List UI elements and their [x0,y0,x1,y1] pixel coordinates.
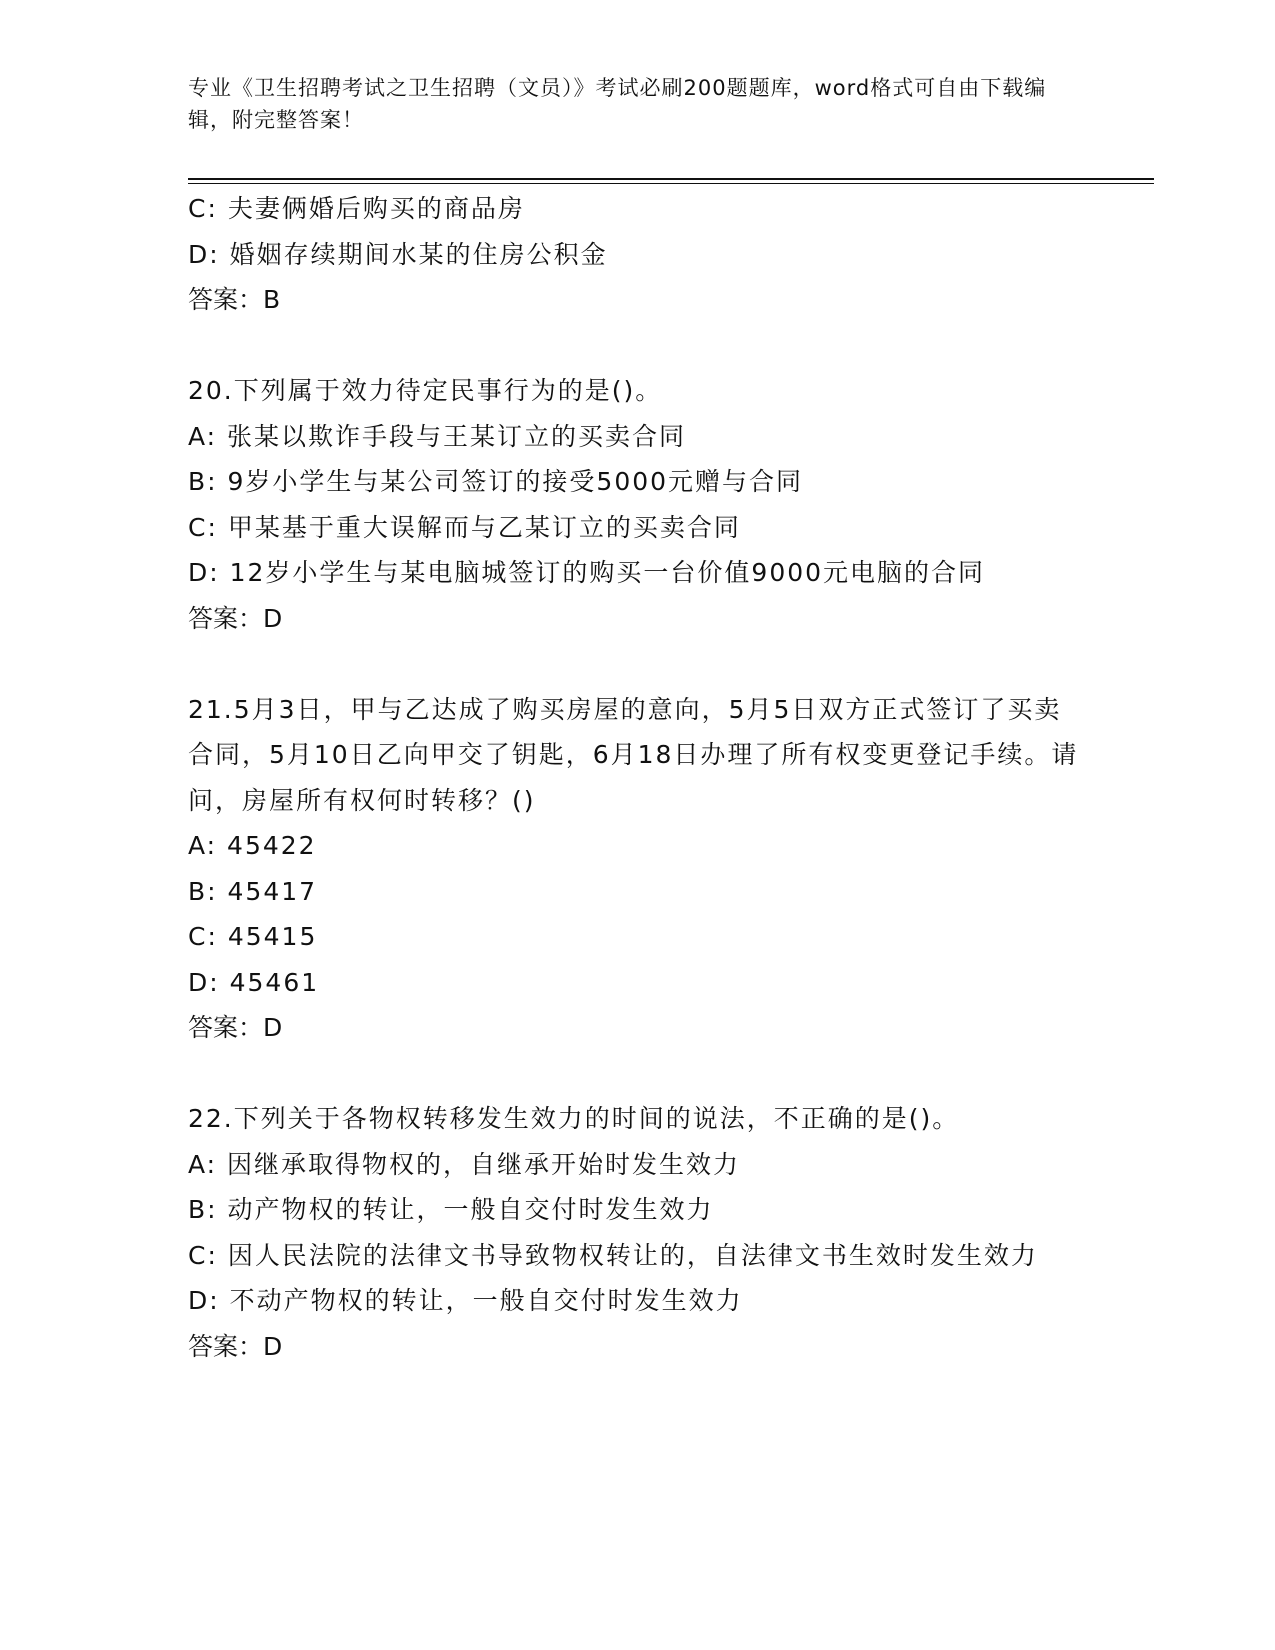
q19-option-d: D: 婚姻存续期间水某的住房公积金 [188,239,608,269]
q21-option-c: C: 45415 [188,922,318,951]
q21-answer: 答案：D [188,1013,283,1042]
q20-option-c: C: 甲某基于重大误解而与乙某订立的买卖合同 [188,512,741,542]
q20-answer: 答案：D [188,603,283,633]
q20-question: 20.下列属于效力待定民事行为的是()。 [188,376,663,405]
q21-option-b: B: 45417 [188,876,318,906]
q20-option-d: D: 12岁小学生与某电脑城签订的购买一台价值9000元电脑的合同 [188,558,986,587]
q21-question: 21.5月3日，甲与乙达成了购买房屋的意向，5月5日双方正式签订了买卖合同，5月10日乙向甲交了钥匙，6月18日办理了所有权变更登记手续。请问，房屋所有权何时转移？() [188,694,1079,815]
q22-option-a: A: 因继承取得物权的，自继承开始时发生效力 [188,1149,741,1179]
spacer [188,323,1088,369]
header-divider-thin [188,183,1154,184]
spacer [188,641,1088,687]
document-header: 专业《卫生招聘考试之卫生招聘（文员）》考试必刷200题题库，word格式可自由下载编辑，附完整答案！ [188,76,1047,132]
spacer [188,1051,1088,1097]
q20-option-a: A: 张某以欺诈手段与王某订立的买卖合同 [188,421,687,451]
q22-option-b: B: 动产物权的转让，一般自交付时发生效力 [188,1195,714,1224]
q22-question: 22.下列关于各物权转移发生效力的时间的说法，不正确的是()。 [188,1104,960,1133]
q22-option-d: D: 不动产物权的转让，一般自交付时发生效力 [188,1286,743,1315]
q19-answer: 答案：B [188,285,281,314]
q22-option-c: C: 因人民法院的法律文书导致物权转让的，自法律文书生效时发生效力 [188,1240,1038,1270]
q21-option-a: A: 45422 [188,831,317,860]
q20-option-b: B: 9岁小学生与某公司签订的接受5000元赠与合同 [188,467,804,496]
header-divider-thick [188,178,1154,180]
q22-answer: 答案：D [188,1331,283,1361]
q21-option-d: D: 45461 [188,967,320,997]
document-body [188,186,1088,1369]
q19-option-c: C: 夫妻俩婚后购买的商品房 [188,194,525,223]
